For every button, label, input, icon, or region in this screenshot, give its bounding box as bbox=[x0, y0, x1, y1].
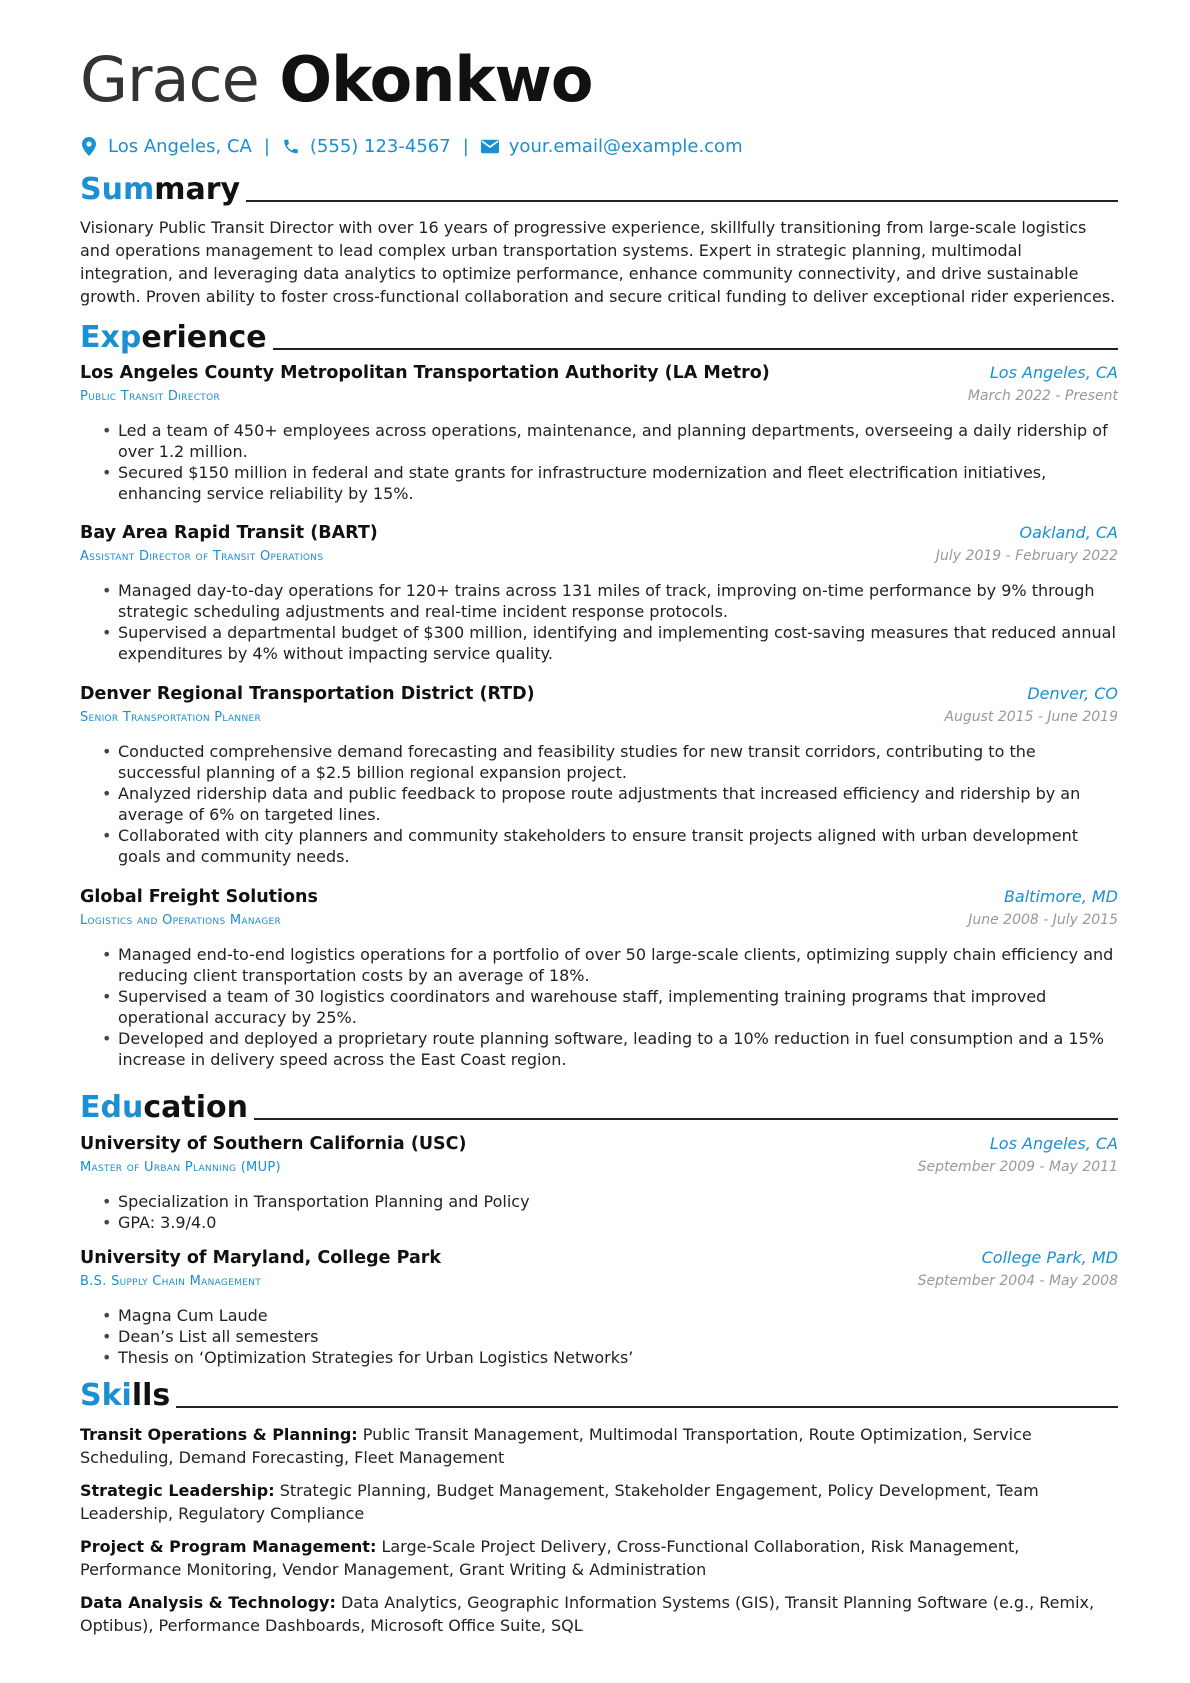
job-entry bbox=[80, 887, 1118, 1070]
job-location: Denver, CO bbox=[1027, 684, 1118, 703]
bullet-item: • GPA: 3.9/4.0 bbox=[102, 1212, 1118, 1233]
bullet-item: • Magna Cum Laude bbox=[102, 1305, 1118, 1326]
education-bullets bbox=[80, 1305, 1118, 1368]
job-dates: March 2022 - Present bbox=[967, 388, 1118, 404]
bullet-item: • Developed and deployed a proprietary route planning software, leading to a 10% reduction in fuel consumption and a 15% increase in delivery speed across the East Coast region. bbox=[102, 1028, 1118, 1070]
section-divider bbox=[273, 348, 1118, 350]
section-divider bbox=[176, 1406, 1118, 1408]
section-divider bbox=[254, 1118, 1118, 1120]
skill-group-items: Public Transit Management, Multimodal Transportation, Route Optimization, Service Scheduling, Demand Forecasting, Fleet Management bbox=[80, 1425, 1032, 1467]
bullet-item: • Analyzed ridership data and public feedback to propose route adjustments that increased efficiency and ridership by an average of 6% on targeted lines. bbox=[102, 783, 1118, 825]
school-dates: September 2004 - May 2008 bbox=[917, 1273, 1118, 1289]
skills-section bbox=[80, 1374, 1118, 1414]
job-entry bbox=[80, 523, 1118, 664]
envelope-icon bbox=[481, 136, 499, 156]
bullet-item: • Collaborated with city planners and community stakeholders to ensure transit projects aligned with urban development goals and community needs. bbox=[102, 825, 1118, 867]
school-location: College Park, MD bbox=[981, 1248, 1118, 1267]
bullet-item: • Dean’s List all semesters bbox=[102, 1326, 1118, 1347]
section-title: Education bbox=[80, 1090, 248, 1125]
contact-separator: | bbox=[263, 135, 270, 157]
education-entry bbox=[80, 1248, 1118, 1368]
bullet-item: • Thesis on ‘Optimization Strategies for Urban Logistics Networks’ bbox=[102, 1347, 1118, 1368]
phone-text: (555) 123-4567 bbox=[309, 135, 451, 157]
job-dates: June 2008 - July 2015 bbox=[968, 912, 1118, 928]
skill-group bbox=[80, 1423, 1118, 1469]
contact-separator: | bbox=[462, 135, 469, 157]
degree: B.S. Supply Chain Management bbox=[80, 1274, 262, 1289]
job-dates: August 2015 - June 2019 bbox=[944, 709, 1118, 725]
bullet-item: • Supervised a departmental budget of $300 million, identifying and implementing cost-saving measures that reduced annual expenditures by 4% without impacting service quality. bbox=[102, 622, 1118, 664]
bullet-item: • Conducted comprehensive demand forecasting and feasibility studies for new transit corridors, contributing to the successful planning of a $2.5 billion regional expansion project. bbox=[102, 741, 1118, 783]
skill-group bbox=[80, 1479, 1118, 1525]
first-name: Grace bbox=[80, 43, 259, 116]
employer-name: Bay Area Rapid Transit (BART) bbox=[80, 523, 378, 543]
job-bullets bbox=[80, 420, 1118, 504]
job-bullets bbox=[80, 944, 1118, 1070]
job-dates: July 2019 - February 2022 bbox=[935, 548, 1118, 564]
employer-name: Global Freight Solutions bbox=[80, 887, 318, 907]
job-location: Baltimore, MD bbox=[1003, 887, 1118, 906]
skill-group bbox=[80, 1591, 1118, 1637]
bullet-item: • Secured $150 million in federal and state grants for infrastructure modernization and fleet electrification initiatives, enhancing service reliability by 15%. bbox=[102, 462, 1118, 504]
school-dates: September 2009 - May 2011 bbox=[917, 1159, 1118, 1175]
skills-heading bbox=[80, 1374, 1118, 1414]
skill-group-items: Strategic Planning, Budget Management, Stakeholder Engagement, Policy Development, Team Leadership, Regulatory Compliance bbox=[80, 1481, 1039, 1523]
job-title: Public Transit Director bbox=[80, 389, 221, 404]
bullet-item: • Managed day-to-day operations for 120+ trains across 131 miles of track, improving on-time performance by 9% through strategic scheduling adjustments and real-time incident response protocols. bbox=[102, 580, 1118, 622]
skill-group-items: Large-Scale Project Delivery, Cross-Functional Collaboration, Risk Management, Performance Monitoring, Vendor Management, Grant Writing & Administration bbox=[80, 1537, 1020, 1579]
experience-section bbox=[80, 316, 1118, 356]
bullet-item: • Specialization in Transportation Planning and Policy bbox=[102, 1191, 1118, 1212]
candidate-name bbox=[80, 40, 592, 120]
contact-phone[interactable] bbox=[282, 136, 451, 157]
skill-group-label: Data Analysis & Technology: bbox=[80, 1593, 336, 1612]
education-bullets bbox=[80, 1191, 1118, 1233]
map-pin-icon bbox=[80, 136, 98, 156]
education-heading bbox=[80, 1086, 1118, 1126]
section-title: Experience bbox=[80, 320, 267, 355]
contact-email[interactable] bbox=[481, 136, 743, 157]
education-section bbox=[80, 1086, 1118, 1126]
school-location: Los Angeles, CA bbox=[989, 1134, 1118, 1153]
job-title: Logistics and Operations Manager bbox=[80, 913, 282, 928]
section-divider bbox=[246, 200, 1118, 202]
location-text: Los Angeles, CA bbox=[108, 135, 252, 157]
degree: Master of Urban Planning (MUP) bbox=[80, 1160, 281, 1175]
job-location: Los Angeles, CA bbox=[989, 363, 1118, 382]
contact-bar bbox=[80, 131, 743, 161]
last-name: Okonkwo bbox=[279, 43, 593, 116]
job-bullets bbox=[80, 580, 1118, 664]
employer-name: Denver Regional Transportation District (RTD) bbox=[80, 684, 535, 704]
bullet-item: • Supervised a team of 30 logistics coordinators and warehouse staff, implementing training programs that improved operational accuracy by 25%. bbox=[102, 986, 1118, 1028]
bullet-item: • Managed end-to-end logistics operations for a portfolio of over 50 large-scale clients, optimizing supply chain efficiency and reducing client transportation costs by an average of 18%. bbox=[102, 944, 1118, 986]
job-title: Senior Transportation Planner bbox=[80, 710, 262, 725]
skill-group-label: Transit Operations & Planning: bbox=[80, 1425, 358, 1444]
bullet-item: • Led a team of 450+ employees across operations, maintenance, and planning departments, overseeing a daily ridership of over 1.2 million. bbox=[102, 420, 1118, 462]
skill-group-label: Strategic Leadership: bbox=[80, 1481, 275, 1500]
job-entry bbox=[80, 363, 1118, 504]
job-title: Assistant Director of Transit Operations bbox=[80, 549, 324, 564]
summary-heading bbox=[80, 168, 1118, 208]
job-entry bbox=[80, 684, 1118, 867]
section-title: Skills bbox=[80, 1378, 171, 1413]
job-location: Oakland, CA bbox=[1019, 523, 1118, 542]
summary-text: Visionary Public Transit Director with over 16 years of progressive experience, skillfully transitioning from large-scale logistics and operations management to lead complex urban transportation systems. Expert in strategic planning, multimodal integration, and leveraging data analytics to optimize performance, enhance community connectivity, and drive sustainable growth. Proven ability to foster cross-functional collaboration and secure critical funding to deliver exceptional rider experiences. bbox=[80, 218, 1116, 306]
employer-name: Los Angeles County Metropolitan Transportation Authority (LA Metro) bbox=[80, 363, 770, 383]
skill-group bbox=[80, 1535, 1118, 1581]
job-bullets bbox=[80, 741, 1118, 867]
phone-icon bbox=[282, 136, 300, 156]
summary-section bbox=[80, 168, 1118, 308]
contact-location bbox=[80, 136, 252, 157]
school-name: University of Southern California (USC) bbox=[80, 1134, 467, 1154]
skill-group-label: Project & Program Management: bbox=[80, 1537, 377, 1556]
skill-group-items: Data Analytics, Geographic Information Systems (GIS), Transit Planning Software (e.g., Remix, Optibus), Performance Dashboards, Microsoft Office Suite, SQL bbox=[80, 1593, 1095, 1635]
school-name: University of Maryland, College Park bbox=[80, 1248, 442, 1268]
education-entry bbox=[80, 1134, 1118, 1233]
section-title: Summary bbox=[80, 172, 241, 207]
email-link[interactable]: your.email@example.com bbox=[508, 135, 743, 157]
experience-heading bbox=[80, 316, 1118, 356]
